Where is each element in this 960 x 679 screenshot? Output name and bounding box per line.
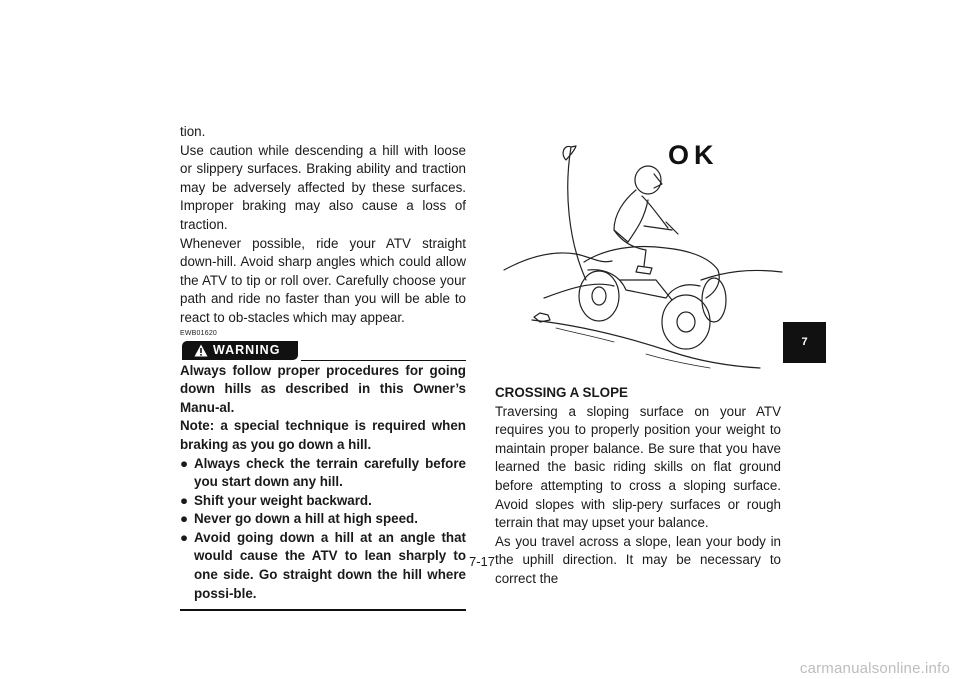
section-heading: CROSSING A SLOPE: [495, 385, 628, 400]
ground-line: [646, 354, 710, 368]
bullet-text: Always check the terrain carefully before you start down any hill.: [194, 455, 466, 490]
watermark: carmanualsonline.info: [799, 660, 950, 677]
bullet-item: [180, 455, 466, 492]
front-wheel-hub: [677, 312, 695, 332]
page-number: 7-17: [468, 554, 496, 569]
right-column: [495, 384, 781, 589]
rider-arm: [642, 196, 668, 228]
warning-code: EWB01620: [180, 329, 218, 337]
rider-torso: [614, 190, 648, 242]
chapter-tab: 7: [783, 322, 826, 363]
paragraph-straight-downhill: Whenever possible, ride your ATV straight down-hill. Avoid sharp angles which could allow the ATV to tip or roll over. Carefully choose your path and ride no faster than you will be able to react to ob-stacles which may appear.: [180, 235, 466, 325]
bullet-item: [180, 510, 466, 529]
paragraph-caution: Use caution while descending a hill with loose or slippery surfaces. Braking ability and traction may be adversely affected by these surfaces. Improper braking may also cause a loss of traction.: [180, 142, 466, 232]
paragraph-lean: As you travel across a slope, lean your body in the uphill direction. It may be necessary to correct the: [495, 533, 781, 586]
rider-boot: [636, 266, 652, 274]
warning-end-rule: [180, 609, 466, 610]
ground-line: [556, 328, 614, 342]
warning-triangle-icon: [194, 344, 208, 357]
rear-wheel: [579, 271, 619, 321]
bullet-text: Never go down a hill at high speed.: [194, 511, 418, 527]
flag-pole: [568, 147, 586, 280]
bullet-text: Shift your weight backward.: [194, 492, 372, 508]
warning-label: WARNING: [213, 342, 281, 357]
warning-text: Always follow proper procedures for going down hills as described in this Owner’s Manu-al.: [180, 362, 466, 415]
paragraph-traversing: Traversing a sloping surface on your ATV requires you to properly position your weight to maintain proper balance. Be sure that you have learned the basic riding skills on flat ground before attempting to cross a sloping surface. Avoid slopes with slip-pery surfaces or rough terrain that may upset your balance.: [495, 403, 781, 531]
front-wheel: [662, 295, 710, 349]
warning-badge: [182, 341, 298, 360]
rear-wheel-hub: [592, 287, 606, 305]
note-text: Note: a special technique is required when braking as you go down a hill.: [180, 418, 466, 452]
warning-rule: [301, 360, 466, 361]
rider-helmet: [635, 166, 661, 194]
bullet-icon: ●: [180, 529, 189, 545]
ground-line: [532, 320, 760, 368]
ok-label: OK: [668, 140, 719, 170]
warning-header: [180, 340, 466, 362]
bullet-text: Avoid going down a hill at an angle that would cause the ATV to lean sharply to one side. Go straight down the hill where possi-ble.: [194, 529, 466, 601]
rider-leg: [614, 230, 646, 266]
atv-handlebar: [644, 222, 678, 234]
bullet-icon: ●: [180, 455, 189, 471]
front-wheel-right: [702, 278, 726, 322]
atv-downhill-illustration: [496, 130, 786, 375]
bullet-item: [180, 529, 466, 603]
bullet-item: [180, 492, 466, 511]
paragraph-continuation: tion.: [180, 124, 206, 139]
bullet-icon: ●: [180, 492, 189, 508]
bullet-icon: ●: [180, 511, 189, 527]
left-column: [180, 123, 466, 611]
